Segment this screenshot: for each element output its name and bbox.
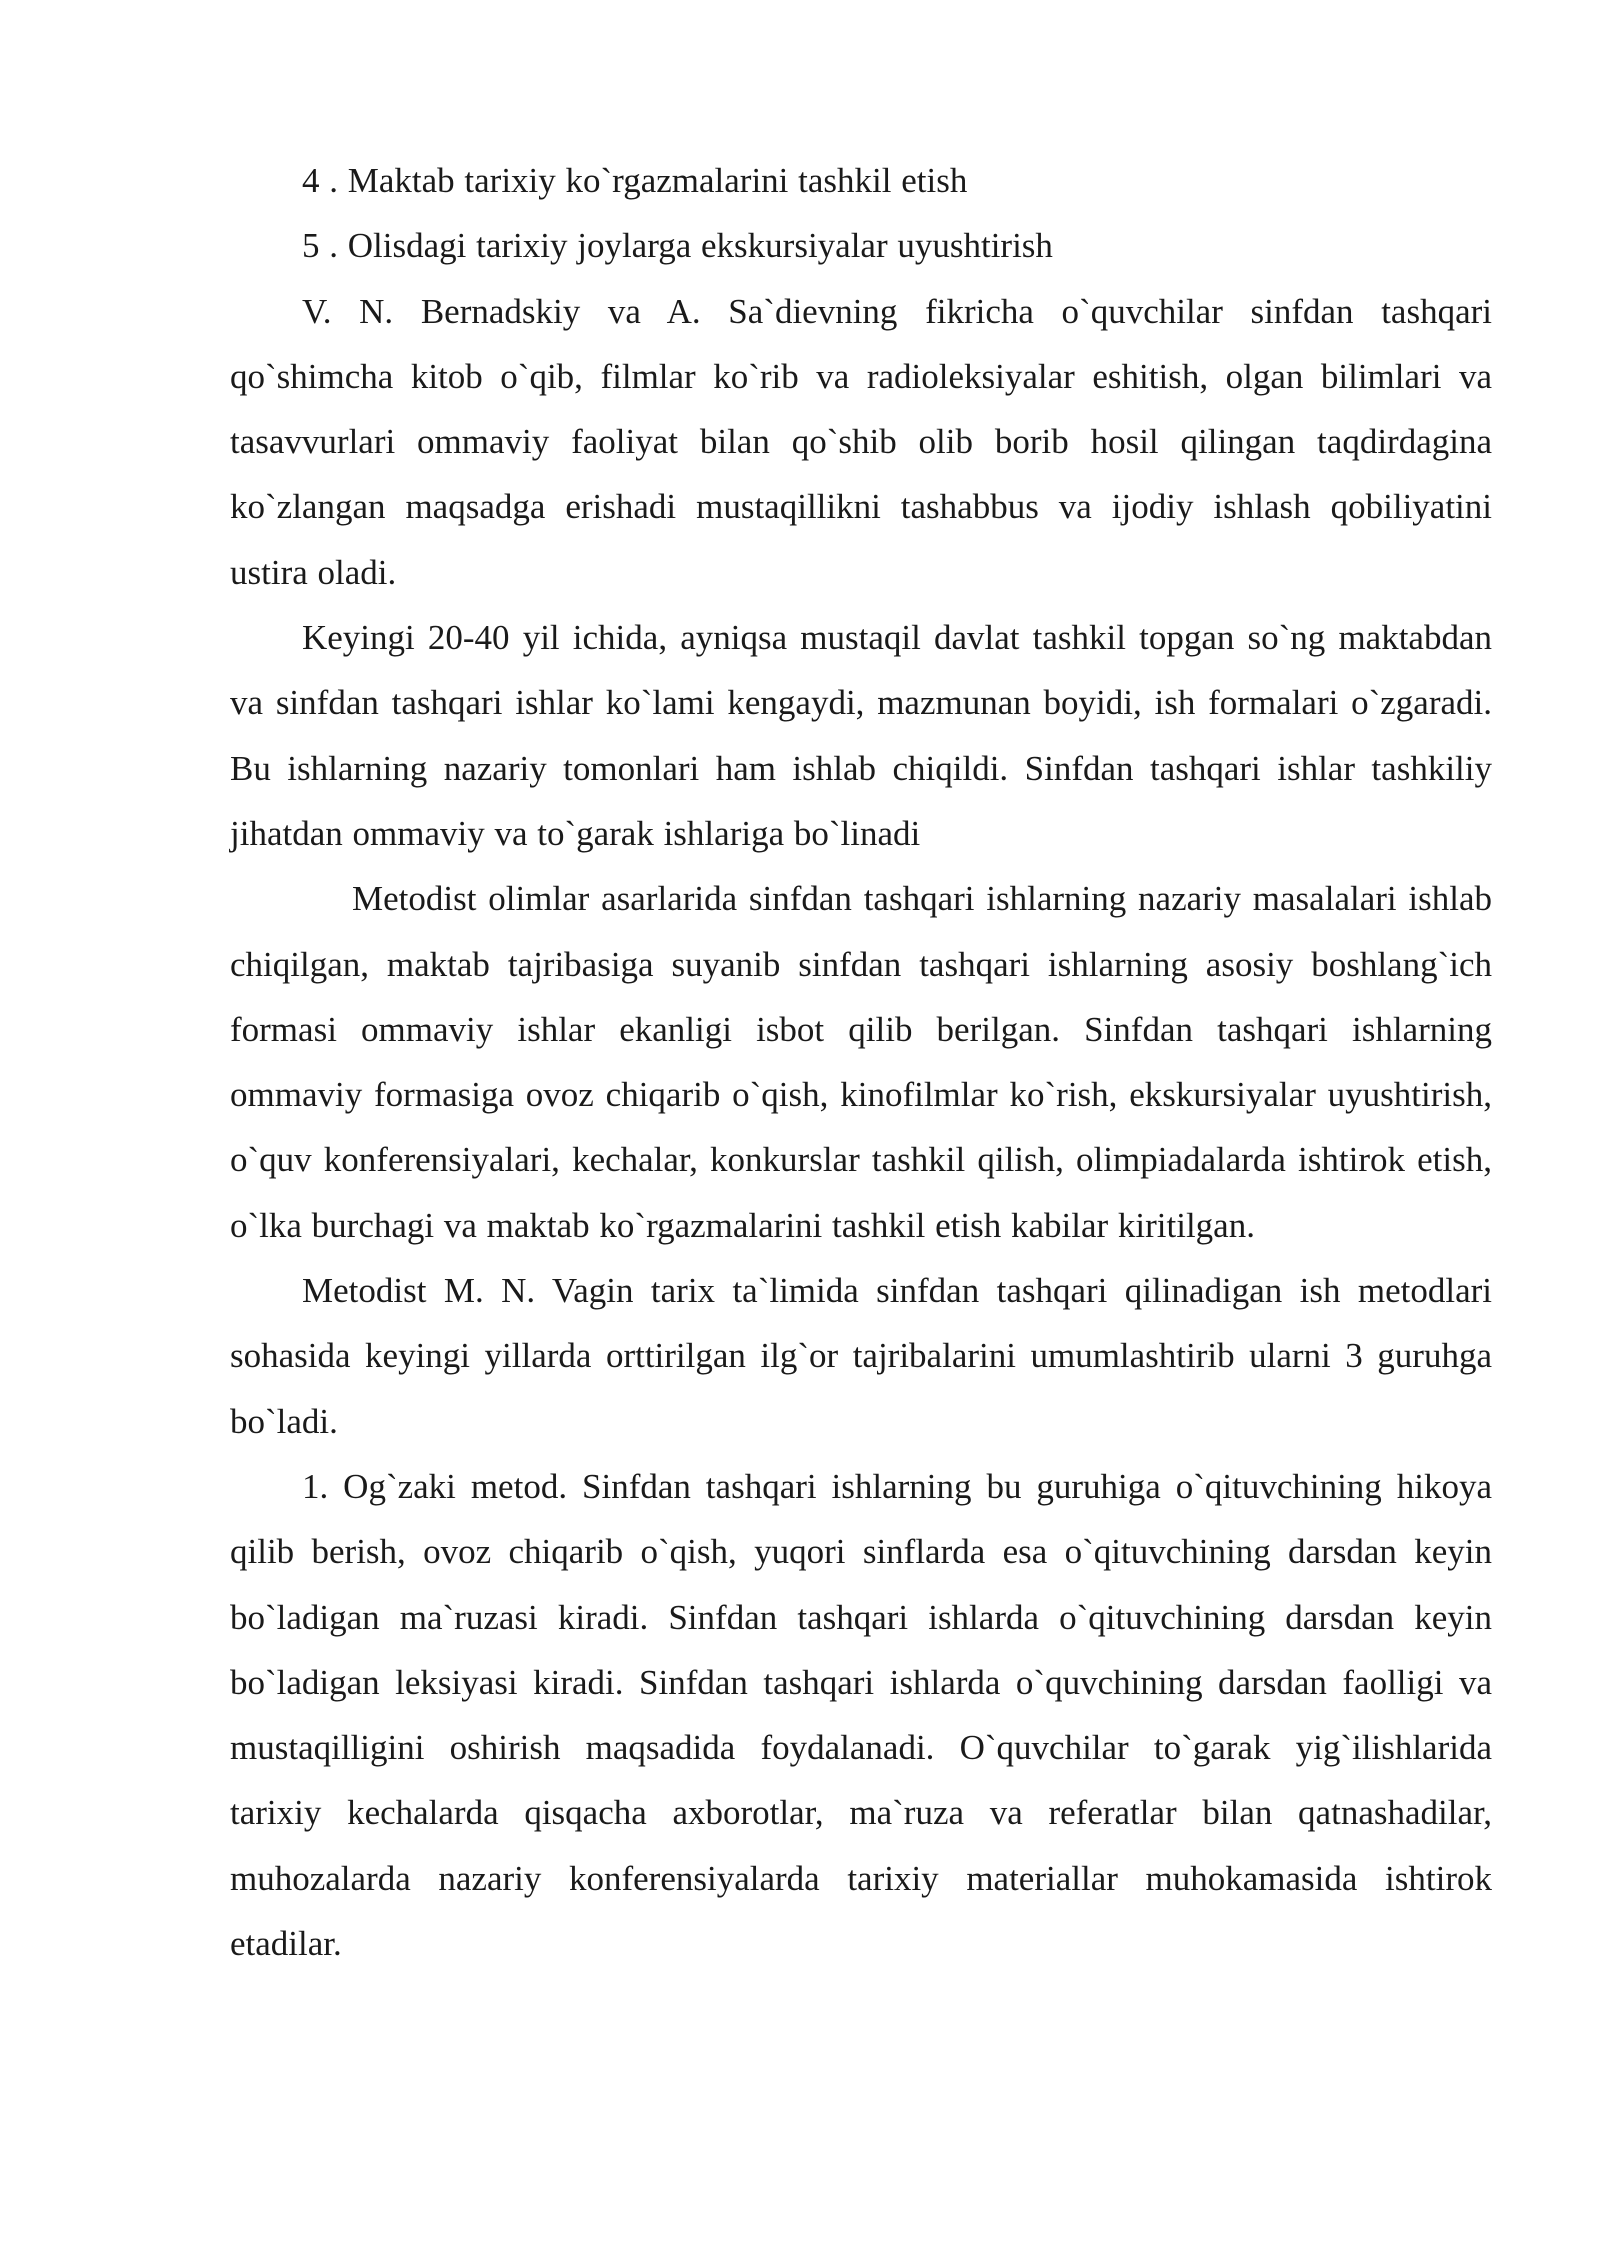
paragraph-bernadskiy: V. N. Bernadskiy va A. Sa`dievning fikricha o`quvchilar sinfdan tashqari qo`shimcha kitob o`qib, filmlar ko`rib va radioleksiyalar eshitish, olgan bilimlari va tasavvurlari ommaviy faoliyat bilan qo`shib olib borib hosil qilingan taqdirdagina ko`zlangan maqsadga erishadi mustaqillikni tashabbus va ijodiy ishlash qobiliyatini ustira oladi. [230, 291, 1492, 592]
document-body [230, 148, 1492, 1976]
paragraph-metodist-olimlar: Metodist olimlar asarlarida sinfdan tashqari ishlarning nazariy masalalari ishlab chiqilgan, maktab tajribasiga suyanib sinfdan tashqari ishlarning asosiy boshlang`ich formasi ommaviy ishlar ekanligi isbot qilib berilgan. Sinfdan tashqari ishlarning ommaviy formasiga ovoz chiqarib o`qish, kinofilmlar ko`rish, ekskursiyalar uyushtirish, o`quv konferensiyalari, kechalar, konkurslar tashkil qilish, olimpiadalarda ishtirok etish, o`lka burchagi va maktab ko`rgazmalarini tashkil etish kabilar kiritilgan. [230, 879, 1492, 1245]
paragraph-ogzaki-metod: 1. Og`zaki metod. Sinfdan tashqari ishlarning bu guruhiga o`qituvchining hikoya qilib berish, ovoz chiqarib o`qish, yuqori sinflarda esa o`qituvchining darsdan keyin bo`ladigan ma`ruzasi kiradi. Sinfdan tashqari ishlarda o`qituvchining darsdan keyin bo`ladigan leksiyasi kiradi. Sinfdan tashqari ishlarda o`quvchining darsdan faolligi va mustaqilligini oshirish maqsadida foydalanadi. O`quvchilar to`garak yig`ilishlarida tarixiy kechalarda qisqacha axborotlar, ma`ruza va referatlar bilan qatnashadilar, muhozalarda nazariy konferensiyalarda tarixiy materiallar muhokamasida ishtirok etadilar. [230, 1466, 1492, 1964]
paragraph-metodist-vagin: Metodist M. N. Vagin tarix ta`limida sinfdan tashqari qilinadigan ish metodlari sohasida keyingi yillarda orttirilgan ilg`or tajribalarini umumlashtirib ularni 3 guruhga bo`ladi. [230, 1271, 1492, 1441]
list-item-5: 5 . Olisdagi tarixiy joylarga ekskursiyalar uyushtirish [302, 226, 1053, 266]
list-item-4: 4 . Maktab tarixiy ko`rgazmalarini tashkil etish [302, 161, 968, 200]
paragraph-keyingi: Keyingi 20-40 yil ichida, ayniqsa mustaqil davlat tashkil topgan so`ng maktabdan va sinfdan tashqari ishlar ko`lami kengaydi, mazmunan boyidi, ish formalari o`zgaradi. Bu ishlarning nazariy tomonlari ham ishlab chiqildi. Sinfdan tashqari ishlar tashkiliy jihatdan ommaviy va to`garak ishlariga bo`linadi [230, 618, 1492, 853]
